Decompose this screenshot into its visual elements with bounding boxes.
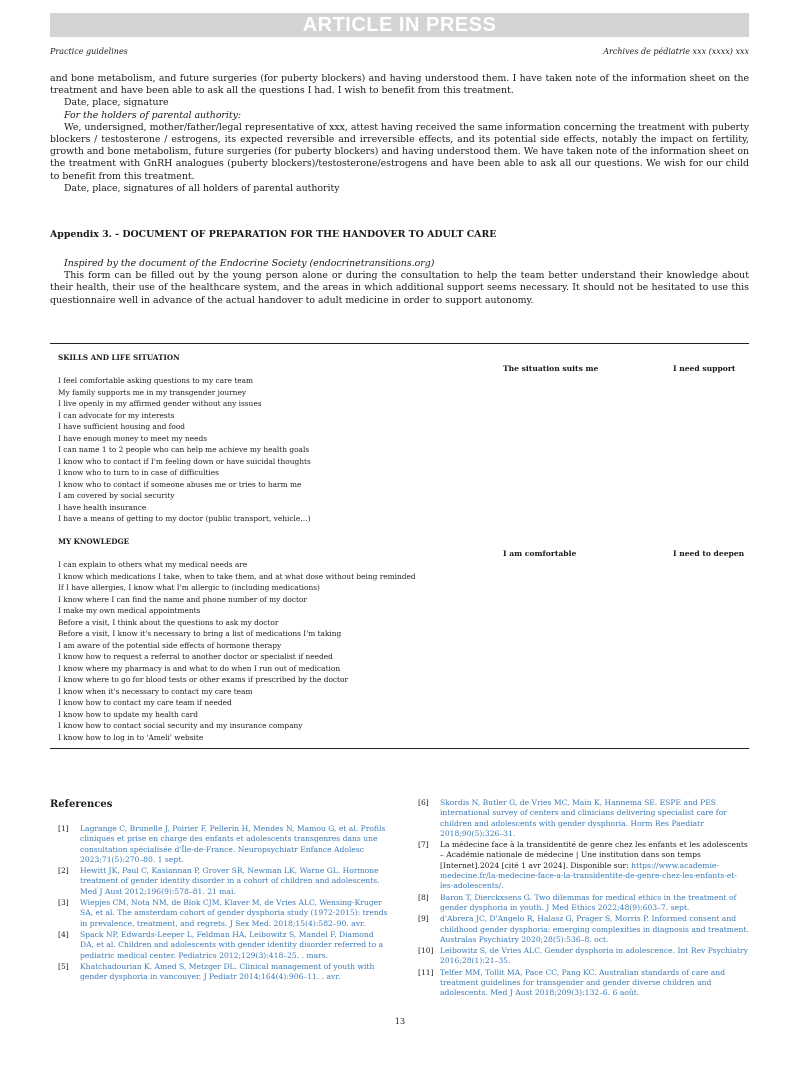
reference-number: [5] [58, 961, 69, 971]
reference-item [58, 930, 388, 961]
reference-plain-text: La médecine face à la transidentité de genre chez les enfants et les adolescents – Académie nationale de médecine | Une institution dans son temps [Internet].2024 [cité 1 avr 2024]. Disponible sur: [440, 840, 748, 870]
list-item: My family supports me in my transgender journey [58, 387, 246, 397]
list-item: I know where to go for blood tests or other exams if prescribed by the doctor [58, 675, 348, 684]
list-item: I am covered by social security [58, 491, 175, 500]
list-item: I know how to contact social security and my insurance company [58, 721, 303, 730]
list-item: I know how to update my health card [58, 709, 198, 719]
reference-url[interactable]: https://www.academie-medecine.fr/la-medecine-face-a-la-transidentite-de-genre-chez-les-enfants-et-les-adolescents/. [440, 860, 737, 891]
reference-number: [8] [418, 892, 429, 902]
reference-number: [7] [418, 840, 429, 850]
reference-link[interactable]: Telfer MM, Tollit MA, Pace CC, Pang KC. Australian standards of care and treatment guidelines for transgender and gender diverse children and adolescents. Med J Aust 2018;209(3):132–6. 6 août. [440, 967, 726, 998]
paragraph: This form can be filled out by the young person alone or during the consultation to help the team better understand their knowledge about their health, their use of the healthcare system, and the areas in which additional support seems necessary. It should not be hesitated to use this questionnaire well in advance of the actual handover to adult medicine in order to support autonomy. [50, 270, 749, 306]
list-item: I know how to log in to 'Ameli' website [58, 732, 204, 742]
reference-link[interactable]: Skordis N, Butler G, de Vries MC, Main K, Hannema SE. ESPE and PES international survey of centers and clinicians delivering specialist care for children and adolescents with gender dysphoria. Horm Res Paediatr 2018;90(5):326–31. [440, 798, 727, 838]
signature-line: Date, place, signatures of all holders of parental authority [64, 182, 340, 194]
appendix-intro [50, 258, 749, 307]
reference-item [418, 946, 749, 967]
appendix-source: Inspired by the document of the Endocrine Society (endocrinetransitions.org) [64, 258, 435, 269]
list-item: I know who to contact if someone abuses me or tries to harm me [58, 479, 302, 489]
list-item: I have a means of getting to my doctor (public transport, vehicle…) [58, 514, 311, 523]
list-item: I can advocate for my interests [58, 410, 175, 420]
paragraph: We, undersigned, mother/father/legal representative of xxx, attest having received the same information concerning the treatment with puberty blockers / testosterone / estrogens, its expected reversible and irreversible effects, and its potential side effects, notably the impact on fertility, growth and bone metabolism, future surgeries (for puberty blockers) and having understood them. We have taken note of the information sheet on the treatment with GnRH analogues (puberty blockers)/testosterone/estrogens and have been able to ask all our questions. We wish for our child to benefit from this treatment. [50, 121, 749, 182]
table-bottom-rule [50, 748, 749, 749]
list-item: I feel comfortable asking questions to my care team [58, 376, 254, 385]
list-item: Before a visit, I think about the questions to ask my doctor [58, 617, 279, 627]
table-section-title: MY KNOWLEDGE [58, 537, 130, 546]
reference-number: [2] [58, 866, 69, 876]
list-item: I can explain to others what my medical needs are [58, 560, 248, 569]
reference-number: [9] [418, 914, 429, 924]
reference-link[interactable]: d'Abrera JC, D'Angelo R, Halasz G, Prager S, Morris P. Informed consent and childhood gender dysphoria: emerging complexities in diagnosis and treatment. Australas Psychiatry 2020;28(5):536–8. oct. [440, 914, 749, 944]
list-item: If I have allergies, I know what I'm allergic to (including medications) [58, 583, 320, 592]
parental-authority-heading: For the holders of parental authority: [64, 109, 242, 121]
reference-link[interactable]: Khatchadourian K, Amed S, Metzger DL. Clinical management of youth with gender dysphoria in vancouver. J Pediatr 2014;164(4):906–11. . avr. [80, 961, 375, 982]
column-header: I need support [673, 364, 736, 373]
paragraph: and bone metabolism, and future surgeries (for puberty blockers) and having understood them. I have taken note of the information sheet on the treatment and have been able to ask all the questions I had. I wish to benefit from this treatment. [50, 73, 749, 97]
list-item: I know where my pharmacy is and what to do when I run out of medication [58, 663, 341, 673]
article-in-press-banner: ARTICLE IN PRESS [50, 13, 749, 37]
list-item: I make my own medical appointments [58, 606, 201, 615]
page-number: 13 [394, 1017, 406, 1026]
reference-link[interactable]: Baron T, Dierckxsens G. Two dilemmas for medical ethics in the treatment of gender dysphoria in youth. J Med Ethics 2022;48(9):603–7. sept. [440, 892, 737, 912]
list-item: I have sufficient housing and food [58, 422, 186, 431]
skills-list [58, 375, 311, 525]
reference-item [418, 893, 749, 914]
signature-line: Date, place, signature [64, 97, 169, 109]
list-item: I know when it's necessary to contact my care team [58, 686, 253, 696]
list-item: I live openly in my affirmed gender without any issues [58, 399, 262, 408]
reference-link[interactable]: Hewitt JK, Paul C, Kasiannan P, Grover SR, Newman LK, Warne GL. Hormone treatment of gender identity disorder in a cohort of children and adolescents. Med J Aust 2012;196(9):578–81. 21 mai. [80, 866, 380, 896]
list-item: Before a visit, I know it's necessary to bring a list of medications I'm taking [58, 629, 342, 638]
reference-item [58, 962, 388, 983]
consent-text [50, 73, 749, 195]
reference-text [440, 840, 749, 891]
table-top-rule [50, 343, 749, 344]
running-header [50, 47, 749, 56]
header-section-label: Practice guidelines [50, 47, 128, 56]
list-item: I know how to request a referral to another doctor or specialist if needed [58, 652, 333, 661]
list-item: I know who to turn to in case of difficulties [58, 468, 219, 477]
reference-link[interactable]: Leibowitz S, de Vries ALC. Gender dysphoria in adolescence. Int Rev Psychiatry 2016;28(1):21–35. [440, 946, 748, 966]
reference-item [418, 840, 749, 891]
reference-link[interactable]: Lagrange C, Brunelle J, Poirier F, Pellerin H, Mendes N, Mamou G, et al. Profils cliniques et prise en charge des enfants et adolescents transgenres dans une consultation spécialisée d'Île-de-France. Neuropsychiatr Enfance Adolesc 2023;71(5):270–80. 1 sept. [80, 824, 386, 864]
reference-item [58, 866, 388, 897]
list-item: I have health insurance [58, 502, 147, 512]
reference-link[interactable]: Wiepjes CM, Nota NM, de Blok CJM, Klaver M, de Vries ALC, Wensing-Kruger SA, et al. The amsterdam cohort of gender dysphoria study (1972-2015): trends in prevalence, treatment, and regrets. J Sex Med. 2018;15(4):582–90. avr. [80, 898, 388, 928]
column-header: I am comfortable [503, 549, 577, 558]
reference-number: [11] [418, 967, 434, 977]
reference-item [58, 824, 388, 865]
knowledge-list [58, 559, 416, 743]
table-section-title: SKILLS AND LIFE SITUATION [58, 353, 180, 362]
reference-number: [3] [58, 898, 69, 908]
references-left-column [58, 824, 388, 983]
reference-number: [6] [418, 798, 429, 807]
column-header: The situation suits me [503, 364, 599, 373]
reference-item [418, 798, 749, 839]
references-right-column [418, 798, 749, 1000]
list-item: I know where I can find the name and phone number of my doctor [58, 594, 307, 604]
reference-link[interactable]: Spack NP, Edwards-Leeper L, Feldman HA, Leibowitz S, Mandel F, Diamond DA, et al. Children and adolescents with gender identity disorder referred to a pediatric medical center. Pediatrics 2012;129(3):418–25. . mars. [80, 929, 384, 960]
header-journal-label: Archives de pédiatrie xxx (xxxx) xxx [603, 47, 749, 56]
reference-number: [4] [58, 929, 69, 939]
list-item: I can name 1 to 2 people who can help me achieve my health goals [58, 445, 310, 454]
references-heading: References [50, 799, 113, 810]
reference-number: [1] [58, 824, 69, 833]
reference-item [418, 914, 749, 945]
appendix-title: Appendix 3. - DOCUMENT OF PREPARATION FOR THE HANDOVER TO ADULT CARE [50, 229, 497, 240]
list-item: I have enough money to meet my needs [58, 433, 208, 443]
list-item: I know who to contact if I'm feeling down or have suicidal thoughts [58, 456, 311, 466]
reference-item [418, 968, 749, 999]
column-header: I need to deepen [673, 549, 745, 558]
list-item: I know which medications I take, when to take them, and at what dose without being reminded [58, 571, 416, 581]
reference-number: [10] [418, 946, 434, 956]
list-item: I know how to contact my care team if needed [58, 698, 232, 707]
reference-item [58, 898, 388, 929]
list-item: I am aware of the potential side effects of hormone therapy [58, 640, 282, 650]
